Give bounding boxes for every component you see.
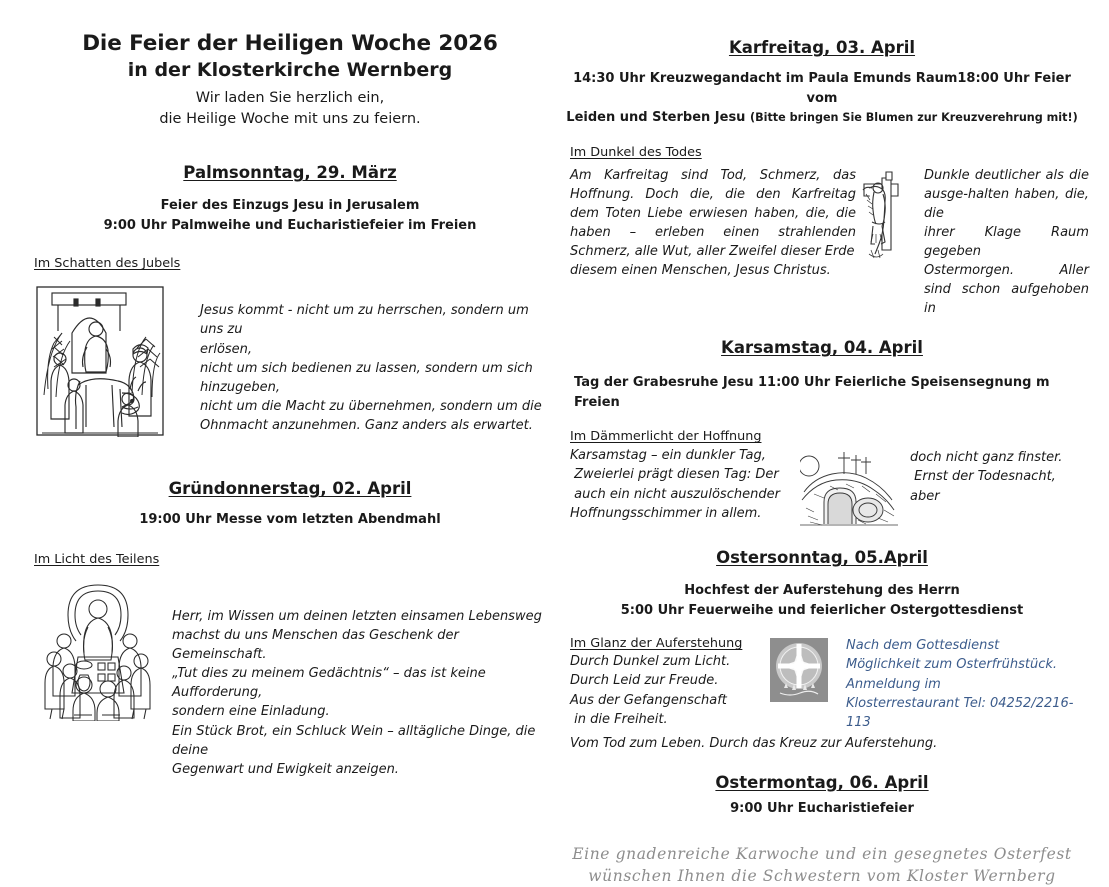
karsamstag-section-label: Im Dämmerlicht der Hoffnung	[570, 429, 762, 445]
karsamstag-heading: Karsamstag, 04. April	[721, 338, 923, 358]
ostermontag-heading: Ostermontag, 06. April	[715, 773, 929, 793]
karfreitag-quote-left	[570, 166, 856, 281]
karsamstag-quote-left	[570, 446, 800, 522]
info-line: Nach dem Gottesdienst	[846, 638, 1000, 654]
osterkerze-kreuz-illustration	[770, 636, 836, 732]
karfreitag-heading: Karfreitag, 03. April	[728, 38, 916, 57]
palmsonntag-section-label: Im Schatten des Jubels	[34, 256, 181, 272]
page-title-line2: in der Klosterkirche Wernberg	[127, 58, 453, 81]
palmsonntag-heading: Palmsonntag, 29. März	[183, 163, 397, 183]
quote-line: diesem einen Menschen, Jesus Christus.	[570, 263, 831, 279]
quote-line: Am Karfreitag sind Tod, Schmerz, das	[570, 167, 856, 183]
quote-line: in die Freiheit.	[570, 711, 668, 727]
quote-line: Ohnmacht anzunehmen. Ganz anders als erwartet.	[200, 418, 533, 434]
ostersonntag-heading: Ostersonntag, 05.April	[716, 548, 928, 568]
quote-line: Gegenwart und Ewigkeit anzeigen.	[172, 761, 399, 777]
quote-line: Ein Stück Brot, ein Schluck Wein – alltägliche Dinge, die deine	[172, 723, 536, 758]
quote-line: „Tut dies zu meinem Gedächtnis“ – das ist keine Aufforderung,	[172, 666, 486, 701]
quote-line: dem Toten Liebe erwiesen haben, die, die	[570, 205, 856, 221]
quote-line: hinzugeben,	[200, 379, 281, 395]
quote-line: erlösen,	[200, 341, 253, 357]
quote-line: Jesus kommt - nicht um zu herrschen, sondern um uns zu	[200, 303, 529, 338]
gruendonnerstag-section-label: Im Licht des Teilens	[34, 551, 160, 567]
karsamstag-quote-right	[910, 448, 1082, 505]
quote-line: Dunkle deutlicher als die	[924, 167, 1089, 183]
quote-line: doch nicht ganz finster.	[910, 450, 1063, 466]
ostersonntag-quote-full: Vom Tod zum Leben. Durch das Kreuz zur Auferstehung.	[570, 735, 938, 751]
quote-line: Herr, im Wissen um deinen letzten einsamen Lebensweg	[172, 608, 542, 624]
quote-line: machst du uns Menschen das Geschenk der Gemeinschaft.	[172, 627, 459, 663]
karfreitag-quote-right	[924, 166, 1089, 319]
info-line: Möglichkeit zum Osterfrühstück.	[846, 657, 1058, 673]
ostersonntag-info	[846, 636, 1082, 732]
quote-line: sondern eine Einladung.	[172, 704, 330, 720]
quote-line: Durch Leid zur Freude.	[570, 673, 719, 689]
quote-line: Schmerz, alle Wut, aller Zweifel dieser Erde	[570, 243, 855, 259]
palmsonntag-line2: 9:00 Uhr Palmweihe und Eucharistiefeier im Freien	[103, 217, 477, 233]
ostersonntag-quote	[570, 652, 770, 728]
quote-line: Hoffnung. Doch die, die den Karfreitag	[570, 186, 856, 202]
quote-line: auch ein nicht auszulöschender	[570, 486, 780, 502]
palmsonntag-line1: Feier des Einzugs Jesu in Jerusalem	[160, 198, 420, 214]
invitation-line2: die Heilige Woche mit uns zu feiern.	[159, 110, 421, 127]
ostersonntag-section-label: Im Glanz der Auferstehung	[570, 636, 743, 652]
gruendonnerstag-heading: Gründonnerstag, 02. April	[168, 479, 412, 499]
quote-line: sind schon aufgehoben in	[924, 282, 1089, 317]
invitation-line1: Wir laden Sie herzlich ein,	[195, 90, 385, 107]
ostersonntag-line1: Hochfest der Auferstehung des Herrn	[684, 583, 960, 599]
quote-line: Hoffnungsschimmer in allem.	[570, 505, 762, 521]
quote-line: haben – erleben einen strahlenden	[570, 224, 856, 240]
karfreitag-line1: 14:30 Uhr Kreuzwegandacht im Paula Emunds Raum18:00 Uhr Feier vom	[573, 71, 1071, 106]
letztes-abendmahl-illustration	[30, 579, 166, 779]
quote-line: Karsamstag – ein dunkler Tag,	[570, 448, 766, 464]
kruzifix-illustration	[856, 166, 908, 319]
ostersonntag-line2: 5:00 Uhr Feuerweihe und feierlicher Ostergottesdienst	[620, 602, 1024, 618]
quote-line: ihrer Klage Raum gegeben	[924, 224, 1089, 259]
right-column	[562, 0, 1089, 887]
quote-line: Aus der Gefangenschaft	[570, 692, 727, 708]
palmsonntag-quote	[200, 301, 550, 435]
karsamstag-line1: Tag der Grabesruhe Jesu 11:00 Uhr Feierliche Speisensegnung m Freien	[574, 375, 1050, 410]
info-line: Klosterrestaurant Tel: 04252/2216-113	[846, 695, 1074, 730]
einzug-jerusalem-illustration	[30, 285, 172, 437]
quote-line: Zweierlei prägt diesen Tag: Der	[570, 467, 779, 483]
karfreitag-line2: Leiden und Sterben Jesu	[566, 110, 746, 125]
quote-line: Ernst der Todesnacht, aber	[910, 469, 1060, 504]
karfreitag-note: (Bitte bringen Sie Blumen zur Kreuzverehrung mit!)	[749, 111, 1078, 124]
closing-greeting-line1: Eine gnadenreiche Karwoche und ein gesegnetes Osterfest	[572, 844, 1072, 863]
gruendonnerstag-quote	[172, 607, 550, 779]
karfreitag-section-label: Im Dunkel des Todes	[570, 144, 702, 160]
page-title-line1: Die Feier der Heiligen Woche 2026	[82, 31, 498, 56]
karfreitag-line2-row	[562, 108, 1082, 128]
quote-line: Ostermorgen. Aller	[924, 263, 1089, 279]
gruendonnerstag-line1: 19:00 Uhr Messe vom letzten Abendmahl	[139, 512, 441, 528]
ostermontag-line1: 9:00 Uhr Eucharistiefeier	[730, 801, 914, 817]
info-line: Anmeldung im	[846, 676, 941, 692]
left-column	[30, 0, 550, 779]
leeres-grab-illustration	[800, 446, 900, 526]
quote-line: nicht um die Macht zu übernehmen, sondern um die	[200, 398, 542, 414]
quote-line: ausge-halten haben, die, die	[924, 186, 1089, 221]
closing-greeting-line2: wünschen Ihnen die Schwestern vom Kloster Wernberg	[588, 867, 1056, 885]
quote-line: Durch Dunkel zum Licht.	[570, 654, 731, 670]
quote-line: nicht um sich bedienen zu lassen, sondern um sich	[200, 360, 533, 376]
